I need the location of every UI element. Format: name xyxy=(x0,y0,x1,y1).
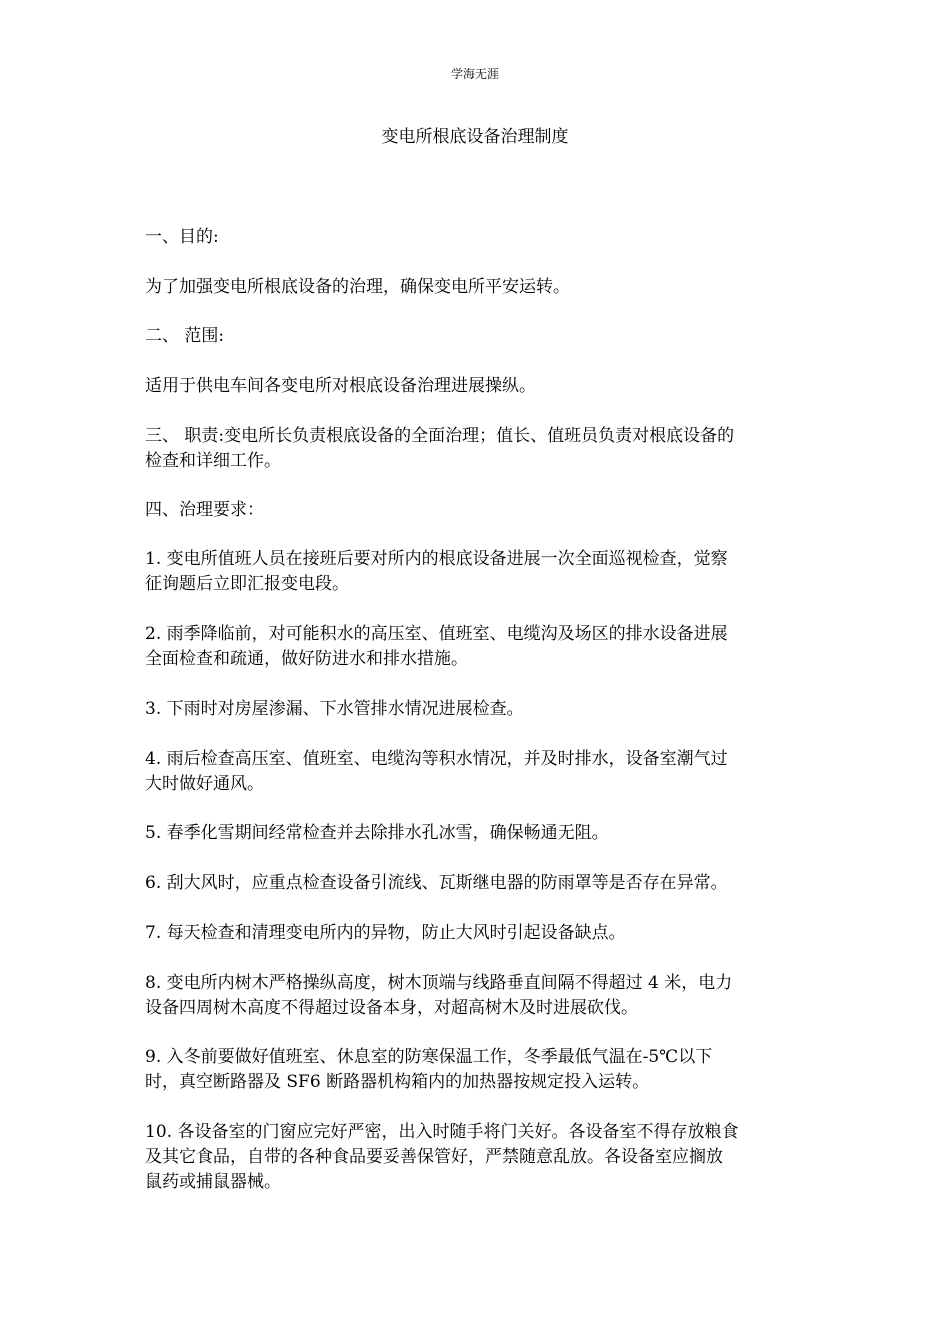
section-2-body-text: 适用于供电车间各变电所对根底设备治理进展操纵。 xyxy=(145,376,536,396)
item-2-line-1: 2. 雨季降临前，对可能积水的高压室、值班室、电缆沟及场区的排水设备进展 xyxy=(145,624,728,644)
requirement-item-4 xyxy=(145,747,810,797)
section-3-line-2: 检查和详细工作。 xyxy=(145,451,281,471)
section-1-body-text: 为了加强变电所根底设备的治理，确保变电所平安运转。 xyxy=(145,277,570,297)
section-2-heading xyxy=(145,324,810,349)
item-2-line-2: 全面检查和疏通，做好防进水和排水措施。 xyxy=(145,649,468,669)
item-8-line-1: 8. 变电所内树木严格操纵高度，树木顶端与线路垂直间隔不得超过 4 米，电力 xyxy=(145,973,733,993)
requirement-item-8 xyxy=(145,971,810,1021)
requirement-item-9 xyxy=(145,1045,810,1095)
section-3-line-1: 三、 职责:变电所长负责根底设备的全面治理；值长、值班员负责对根底设备的 xyxy=(145,426,735,446)
item-5-line-1: 5. 春季化雪期间经常检查并去除排水孔冰雪，确保畅通无阻。 xyxy=(145,823,609,843)
document-title: 变电所根底设备治理制度 xyxy=(381,127,569,147)
section-1-heading xyxy=(145,225,810,250)
requirement-item-1 xyxy=(145,547,810,597)
item-6-line-1: 6. 刮大风时，应重点检查设备引流线、瓦斯继电器的防雨罩等是否存在异常。 xyxy=(145,873,728,893)
section-1-body xyxy=(145,275,810,300)
requirement-item-10 xyxy=(145,1120,810,1195)
item-9-line-1: 9. 入冬前要做好值班室、休息室的防寒保温工作，冬季最低气温在-5℃以下 xyxy=(145,1047,713,1067)
requirement-item-5 xyxy=(145,821,810,846)
section-1-heading-text: 一、目的: xyxy=(145,227,219,247)
item-10-line-2: 及其它食品，自带的各种食品要妥善保管好，严禁随意乱放。各设备室应搁放 xyxy=(145,1147,723,1167)
item-10-line-3: 鼠药或捕鼠器械。 xyxy=(145,1172,281,1192)
item-4-line-1: 4. 雨后检查高压室、值班室、电缆沟等积水情况，并及时排水，设备室潮气过 xyxy=(145,749,728,769)
item-8-line-2: 设备四周树木高度不得超过设备本身，对超高树木及时进展砍伐。 xyxy=(145,998,638,1018)
section-4-heading-text: 四、治理要求： xyxy=(145,500,264,520)
requirement-item-6 xyxy=(145,871,810,896)
requirement-item-3 xyxy=(145,697,810,722)
item-1-line-2: 征询题后立即汇报变电段。 xyxy=(145,574,349,594)
page-header: 学海无涯 xyxy=(450,67,499,81)
requirement-item-2 xyxy=(145,622,810,672)
section-3-paragraph xyxy=(145,424,810,474)
item-1-line-1: 1. 变电所值班人员在接班后要对所内的根底设备进展一次全面巡视检查，觉察 xyxy=(145,549,728,569)
section-2-heading-text: 二、 范围: xyxy=(145,326,225,346)
section-2-body xyxy=(145,374,810,399)
requirement-item-7 xyxy=(145,921,810,946)
item-3-line-1: 3. 下雨时对房屋渗漏、下水管排水情况进展检查。 xyxy=(145,699,524,719)
section-4-heading xyxy=(145,498,810,523)
item-4-line-2: 大时做好通风。 xyxy=(145,774,264,794)
item-7-line-1: 7. 每天检查和清理变电所内的异物，防止大风时引起设备缺点。 xyxy=(145,923,626,943)
item-10-line-1: 10. 各设备室的门窗应完好严密，出入时随手将门关好。各设备室不得存放粮食 xyxy=(145,1122,739,1142)
item-9-line-2: 时，真空断路器及 SF6 断路器机构箱内的加热器按规定投入运转。 xyxy=(145,1072,650,1092)
